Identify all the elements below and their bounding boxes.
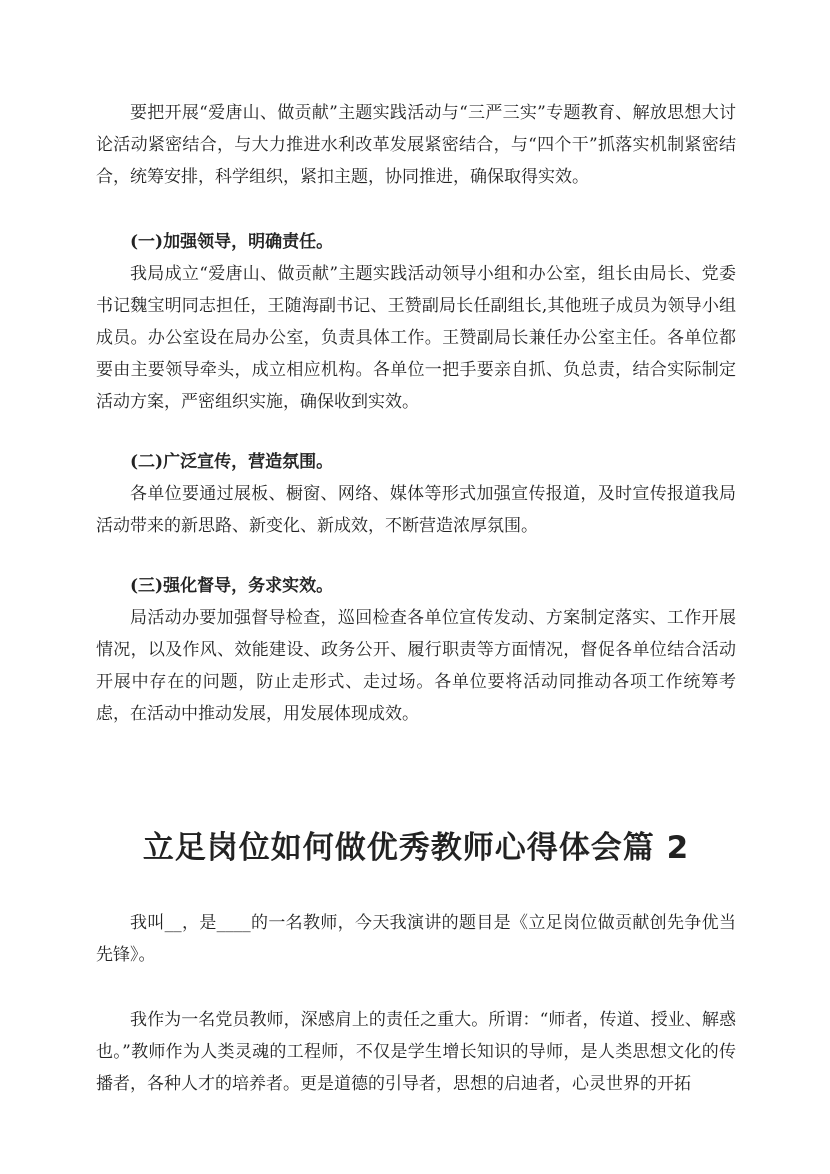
article-paragraph-2: 我作为一名党员教师，深感肩上的责任之重大。所谓：“师者，传道、授业、解惑也。”教师作为人类灵魂的工程师，不仅是学生增长知识的导师，是人类思想文化的传播者，各种人才的培养者。更是道德的引导者，思想的启迪者，心灵世界的开拓 [96,1010,736,1094]
section-1-body: 我局成立“爱唐山、做贡献”主题实践活动领导小组和办公室，组长由局长、党委书记魏宝明同志担任，王随海副书记、王赞副局长任副组长,其他班子成员为领导小组成员。办公室设在局办公室，负责具体工作。王赞副局长兼任办公室主任。各单位都要由主要领导牵头，成立相应机构。各单位一把手要亲自抓、负总责，结合实际制定活动方案，严密组织实施，确保收到实效。 [96,264,736,412]
section-2-body: 各单位要通过展板、橱窗、网络、媒体等形式加强宣传报道，及时宣传报道我局活动带来的新思路、新变化、新成效，不断营造浓厚氛围。 [96,484,736,536]
article-paragraph-1: 我叫__，是____的一名教师，今天我演讲的题目是《立足岗位做贡献创先争优当先锋》。 [96,913,736,965]
section-3-heading: (三)强化督导，务求实效。 [130,576,334,596]
article-title: 立足岗位如何做优秀教师心得体会篇 2 [142,830,690,866]
section-2-heading: (二)广泛宣传，营造氛围。 [130,452,334,472]
section-1-heading: (一)加强领导，明确责任。 [130,232,334,252]
intro-paragraph: 要把开展“爱唐山、做贡献”主题实践活动与“三严三实”专题教育、解放思想大讨论活动紧密结合，与大力推进水利改革发展紧密结合，与“四个干”抓落实机制紧密结合，统筹安排，科学组织，紧扣主题，协同推进，确保取得实效。 [96,103,736,187]
section-3-body: 局活动办要加强督导检查，巡回检查各单位宣传发动、方案制定落实、工作开展情况，以及作风、效能建设、政务公开、履行职责等方面情况，督促各单位结合活动开展中存在的问题，防止走形式、走过场。各单位要将活动同推动各项工作统筹考虑，在活动中推动发展，用发展体现成效。 [96,608,736,724]
